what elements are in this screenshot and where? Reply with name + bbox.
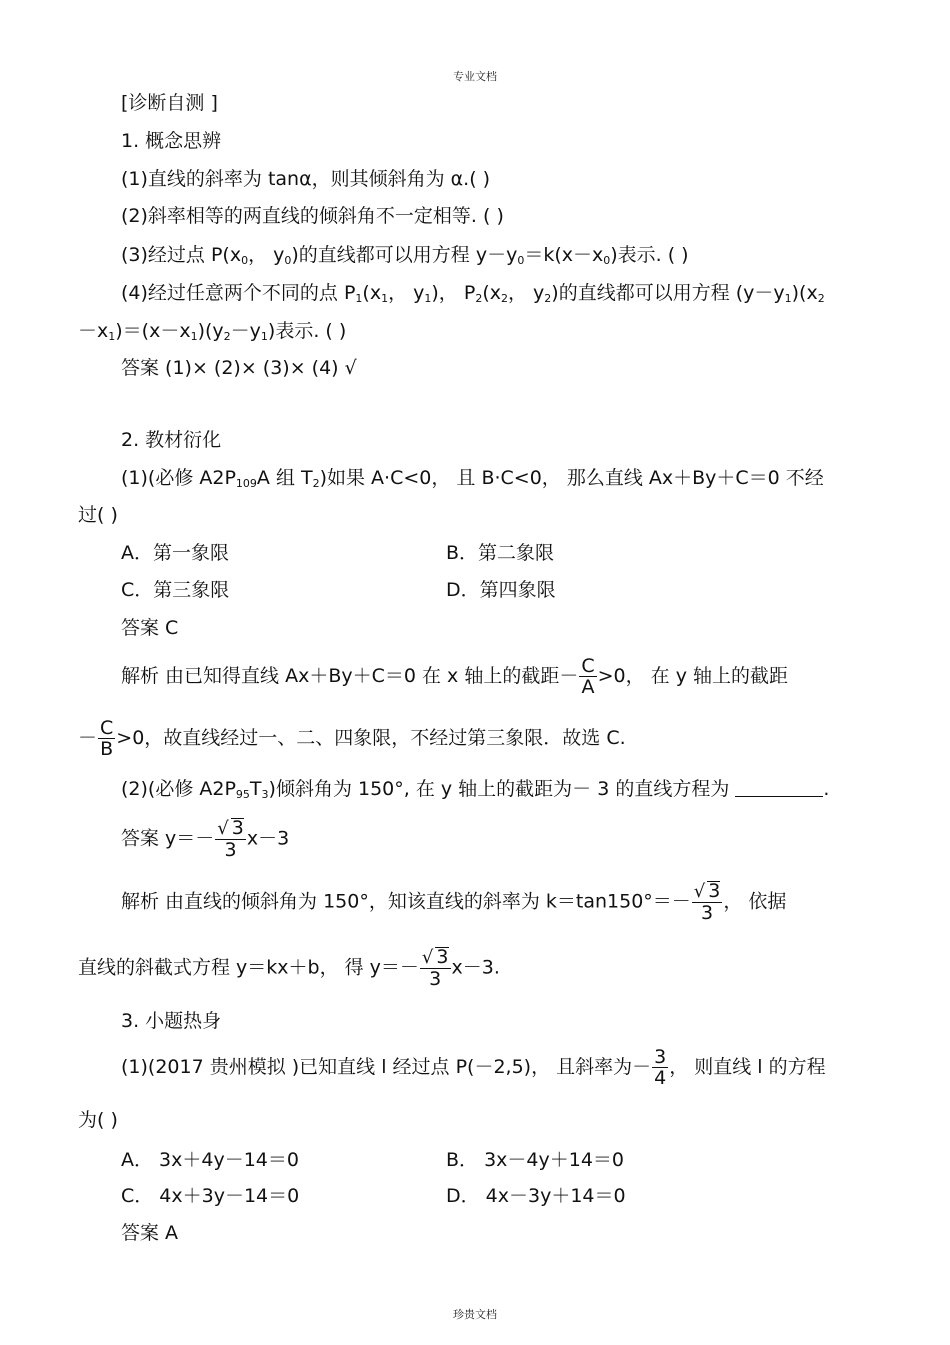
q1-statement-2: (2)斜率相等的两直线的倾斜角不一定相等. ( ) [121, 205, 504, 227]
q3-title: 3. 小题热身 [121, 1010, 222, 1032]
q2-answer-2: 答案 y＝－ $\frac{√ 3}{3}$ x－3 [121, 817, 290, 861]
q3-option-c: C． 4x＋3y－14＝0 [121, 1185, 300, 1207]
fraction-c-over-b: $\frac{C}{B}$ [100, 717, 114, 760]
q1-statement-4: (4)经过任意两个不同的点 $P_1(x_1$， $y_1$)， $P_2(x_2$， $y_2$)的直线都可以用方程 $(y-y_1)(x_2$ [121, 282, 825, 305]
q2-option-d: D．第四象限 [446, 579, 556, 601]
q3-item-1: (1)(2017 贵州模拟 )已知直线 l 经过点 P(－2,5)， 且斜率为－ $\frac{3}{4}$ ， 则直线 l 的方程 [121, 1046, 826, 1089]
q1-statement-3: (3)经过点 $P(x_0$， $y_0$)的直线都可以用方程 $y-y_0=k(x-x_0)$表示. ( ) [121, 244, 689, 267]
q3-item-1-cont: 为( ) [78, 1109, 118, 1131]
q2-explanation-2-cont: 直线的斜截式方程 y＝kx＋b， 得 y＝－ $\frac{√ 3}{3}$ x－3. [78, 946, 500, 990]
section-title: [诊断自测 ] [121, 92, 218, 114]
q1-answer: 答案 (1)× (2)× (3)× (4) √ [121, 357, 357, 379]
q2-item-1-cont: 过( ) [78, 504, 118, 526]
page-header: 专业文档 [453, 70, 497, 83]
q2-explanation-1: 解析 由已知得直线 Ax＋By＋C＝0 在 x 轴上的截距－ $\frac{C}{A}$ >0， 在 y 轴上的截距 [121, 655, 788, 698]
q2-option-a: A．第一象限 [121, 542, 229, 564]
fraction-sqrt3-over-3: $\frac{√ 3}{3}$ [693, 880, 721, 924]
q2-title: 2. 教材衍化 [121, 429, 222, 451]
q2-explanation-1-cont: － $\frac{C}{B}$ >0，故直线经过一、二、四象限，不经过第三象限．故选 C. [78, 717, 626, 760]
q2-answer-1: 答案 C [121, 617, 179, 639]
answer-blank [735, 778, 823, 797]
q1-title: 1. 概念思辨 [121, 130, 222, 152]
page-footer: 珍贵文档 [453, 1308, 497, 1321]
q3-option-b: B． 3x－4y＋14＝0 [446, 1149, 625, 1171]
fraction-sqrt3-over-3: $\frac{√ 3}{3}$ [217, 817, 244, 861]
fraction-c-over-a: $\frac{C}{A}$ [581, 655, 595, 698]
q2-explanation-2: 解析 由直线的倾斜角为 150°，知该直线的斜率为 k＝tan150°＝－ $\frac{√ 3}{3}$ ， 依据 [121, 880, 787, 924]
q2-item-1: (1)(必修 $A2P_{109}A$ 组 $T_2$)如果 A·C<0， 且 B·C<0， 那么直线 Ax＋By＋C＝0 不经 [121, 467, 824, 490]
q3-option-d: D． 4x－3y＋14＝0 [446, 1185, 626, 1207]
fraction-3-over-4: $\frac{3}{4}$ [654, 1046, 667, 1089]
q2-option-b: B．第二象限 [446, 542, 555, 564]
q1-statement-1: (1)直线的斜率为 tanα，则其倾斜角为 α.( ) [121, 168, 491, 190]
q3-answer: 答案 A [121, 1222, 179, 1244]
q1-statement-4-cont: $-x_1)=(x-x_1)(y_2-y_1)$表示. ( ) [78, 320, 347, 343]
fraction-sqrt3-over-3: $\frac{√ 3}{3}$ [421, 946, 449, 990]
q2-item-2: (2)(必修 $A2P_{95}T_3$)倾斜角为 150°, 在 y 轴上的截距为－ 3 的直线方程为 . [121, 778, 830, 801]
q2-option-c: C．第三象限 [121, 579, 230, 601]
q3-option-a: A． 3x＋4y－14＝0 [121, 1149, 299, 1171]
